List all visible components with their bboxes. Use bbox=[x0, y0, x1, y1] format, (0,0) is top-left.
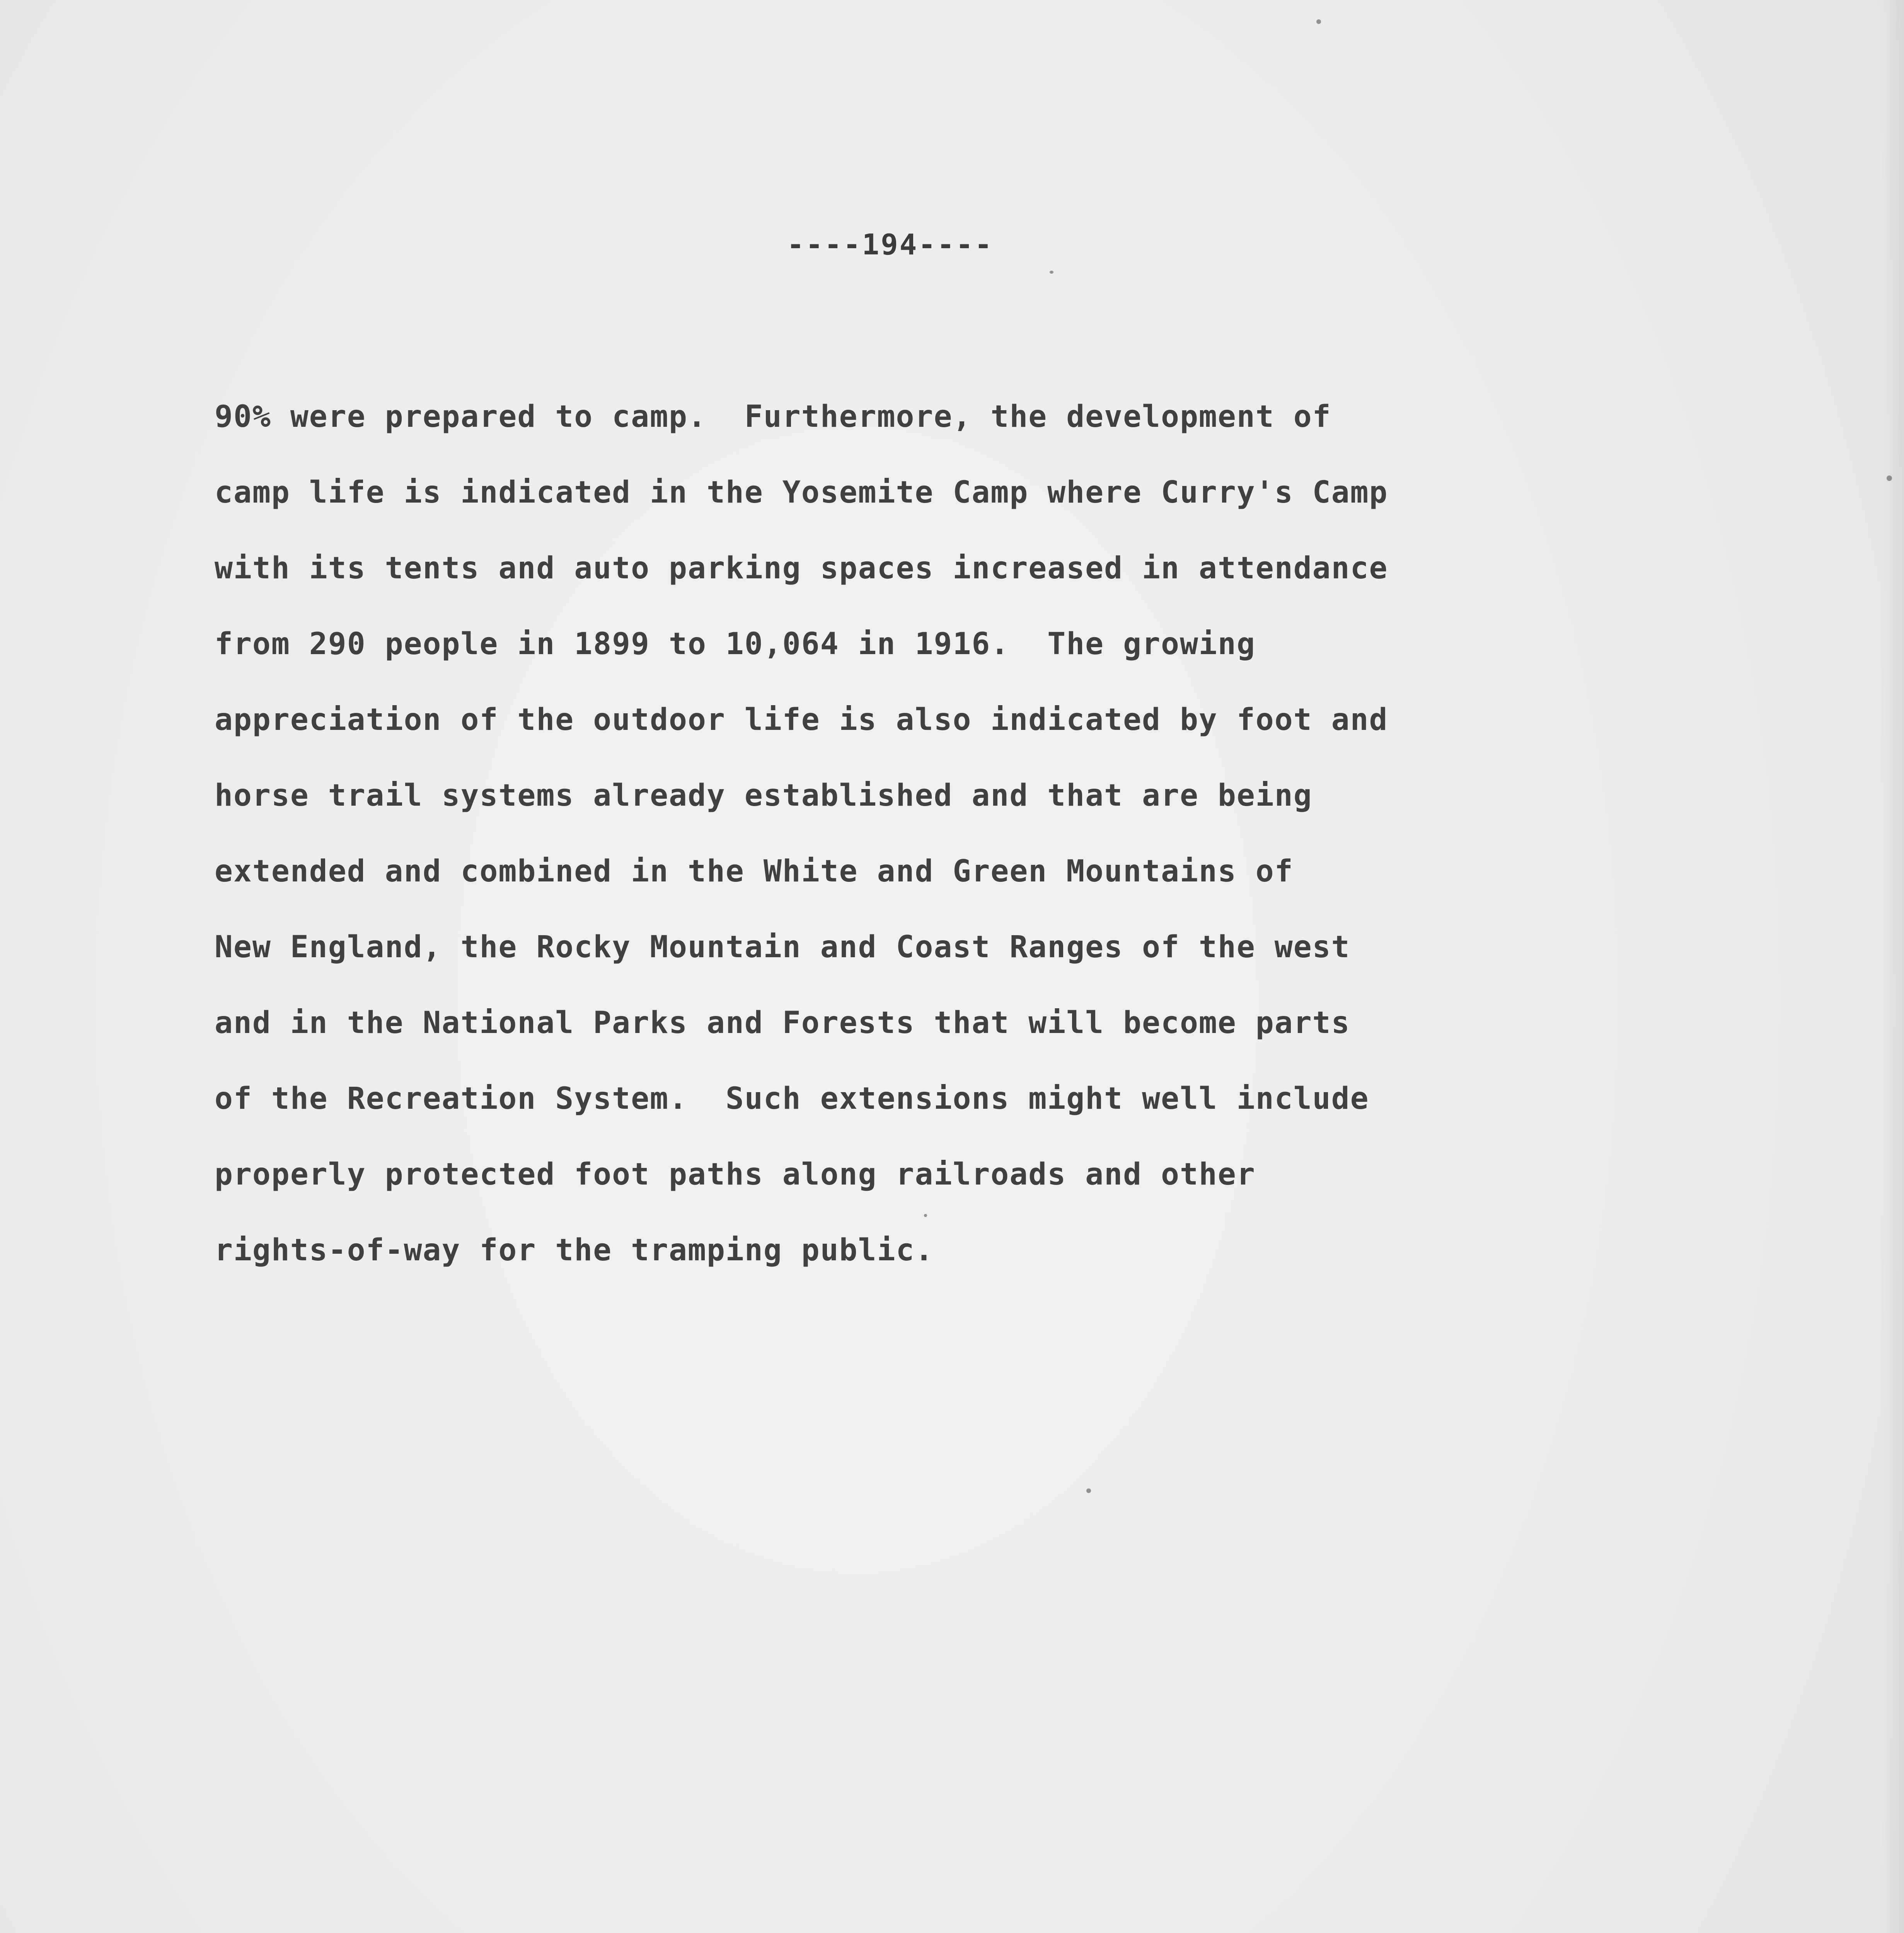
text-line: and in the National Parks and Forests that will become parts bbox=[215, 1006, 1350, 1040]
text-line: rights-of-way for the tramping public. bbox=[215, 1233, 934, 1268]
text-line: with its tents and auto parking spaces increased in attendance bbox=[215, 551, 1388, 586]
paper-speck bbox=[1316, 19, 1321, 24]
paper-speck bbox=[1086, 1488, 1091, 1493]
page-number: ----194---- bbox=[787, 228, 994, 261]
text-line: 90% were prepared to camp. Furthermore, the development of bbox=[215, 399, 1331, 434]
text-line: horse trail systems already established and that are being bbox=[215, 778, 1313, 813]
paper-speck bbox=[1050, 271, 1053, 274]
paper-speck bbox=[1887, 476, 1892, 481]
text-line: of the Recreation System. Such extensions might well include bbox=[215, 1081, 1369, 1116]
page-edge-shadow bbox=[1881, 0, 1904, 1933]
text-line: New England, the Rocky Mountain and Coast Ranges of the west bbox=[215, 930, 1350, 965]
paper-speck bbox=[924, 1214, 927, 1217]
text-line: appreciation of the outdoor life is also indicated by foot and bbox=[215, 702, 1388, 737]
text-line: properly protected foot paths along railroads and other bbox=[215, 1157, 1256, 1192]
body-paragraph bbox=[215, 379, 1653, 1288]
text-line: extended and combined in the White and Green Mountains of bbox=[215, 854, 1294, 889]
text-line: from 290 people in 1899 to 10,064 in 1916. The growing bbox=[215, 627, 1256, 661]
text-line: camp life is indicated in the Yosemite Camp where Curry's Camp bbox=[215, 475, 1388, 510]
